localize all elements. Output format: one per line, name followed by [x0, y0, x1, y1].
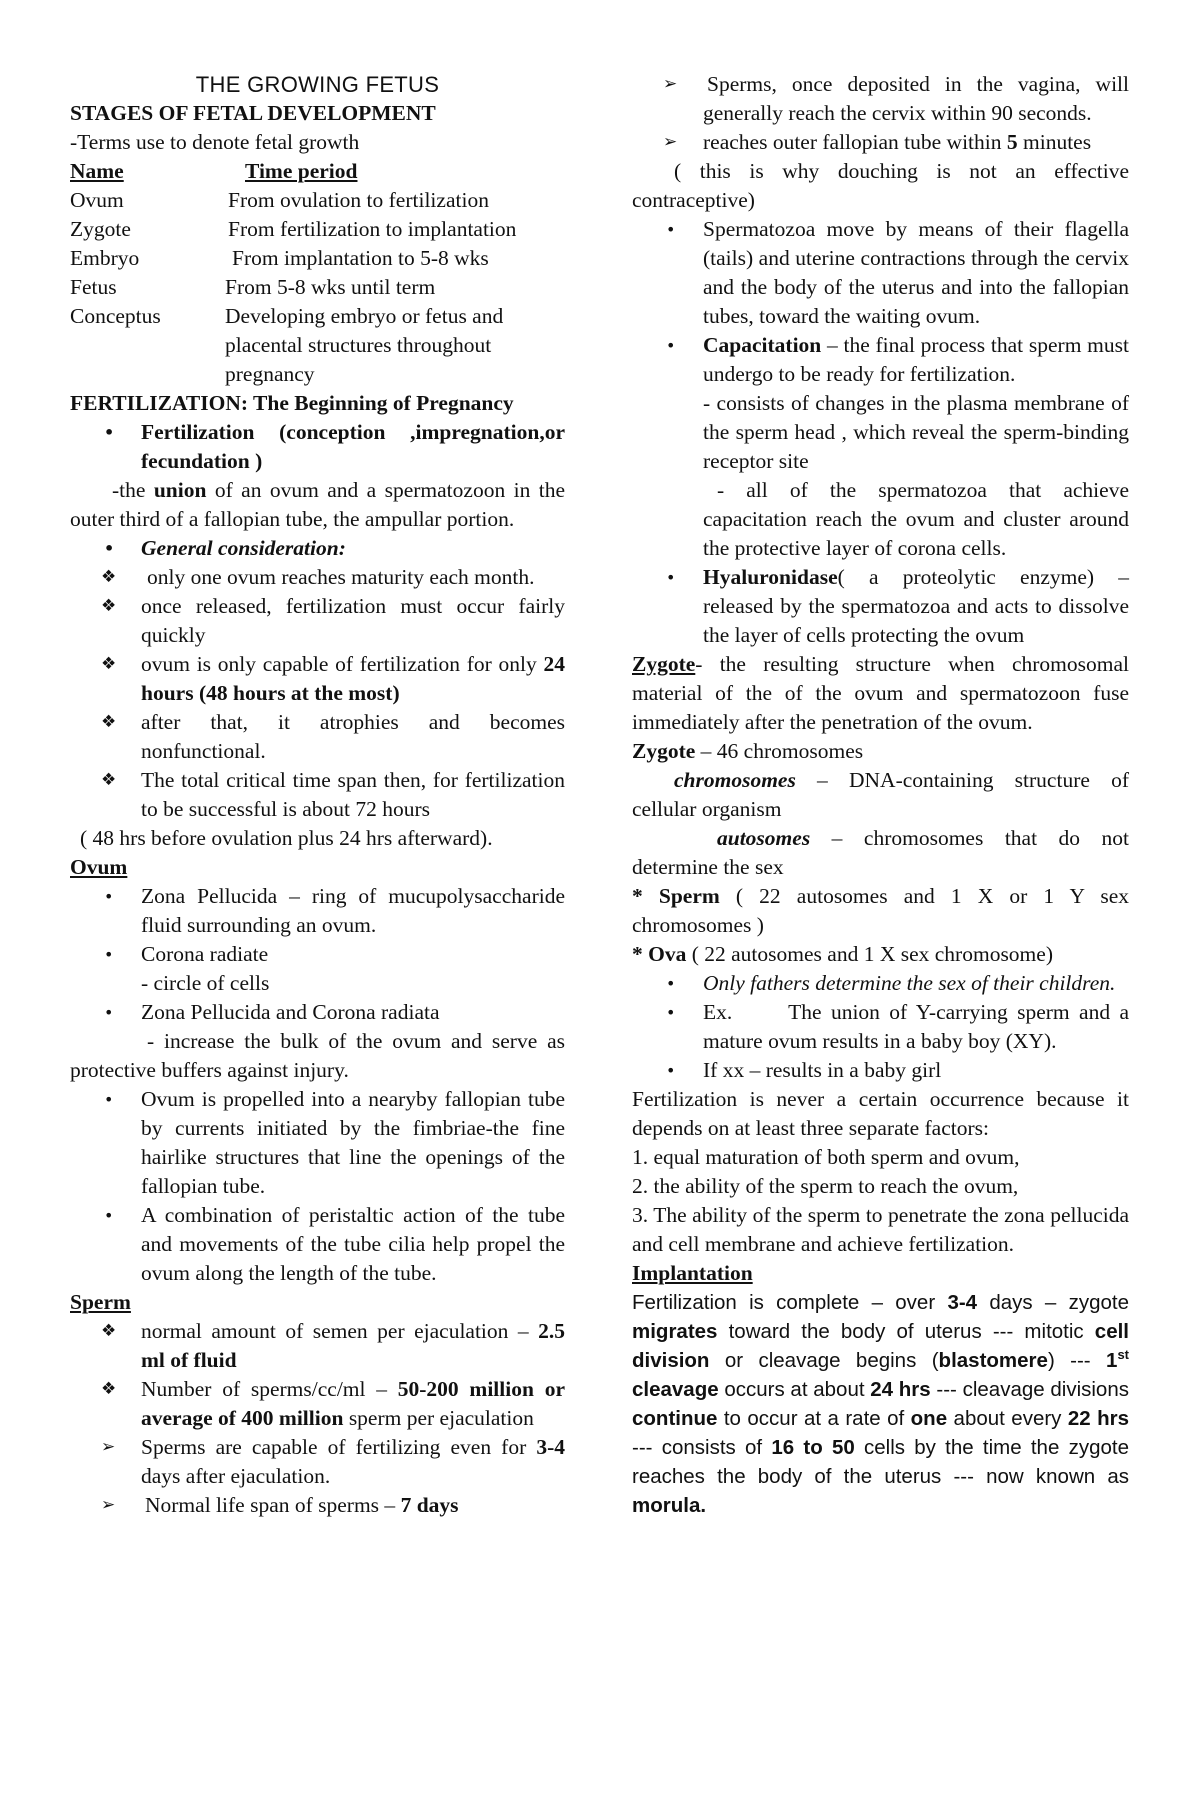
bullet-icon: •: [104, 539, 115, 558]
implantation-paragraph: [632, 1288, 1129, 1520]
list-item: [70, 1491, 565, 1520]
bullet-icon: •: [666, 568, 676, 587]
list-item-text: minutes: [1017, 130, 1092, 154]
table-header: [70, 157, 565, 186]
list-item: [70, 592, 565, 650]
chromosomes-definition: [632, 766, 1129, 824]
bold-span: 2.5 ml of fluid: [141, 1319, 565, 1372]
bold-span: one: [910, 1407, 948, 1430]
list-item-text: The total critical time span then, for fertilization to be successful is about 72 hours: [141, 768, 565, 821]
text-span: Fertilization is complete – over: [632, 1291, 948, 1314]
list-item: [70, 940, 565, 969]
list-item: [70, 650, 565, 708]
list-item: [70, 998, 565, 1027]
text-span: --- cleavage divisions: [930, 1378, 1129, 1401]
table-cell-time: From implantation to 5-8 wks: [232, 246, 489, 270]
table-row: [70, 244, 565, 273]
bullet-icon: •: [666, 1061, 676, 1080]
bullet-icon: •: [104, 887, 114, 906]
text-span: occurs at about: [718, 1378, 871, 1401]
bold-span: continue: [632, 1407, 718, 1430]
bullet-icon: •: [666, 336, 676, 355]
sperm-chromosomes: [632, 882, 1129, 940]
list-item-text: Corona radiate: [141, 942, 269, 966]
table-cell-time: From 5-8 wks until term: [225, 275, 436, 299]
bold-span: 24 hrs: [870, 1378, 931, 1401]
text-span: days – zygote: [977, 1291, 1129, 1314]
table-header-time: Time period: [245, 159, 358, 183]
list-item: [70, 1201, 565, 1288]
list-item: [70, 1085, 565, 1201]
text-span: ( 22 autosomes and 1 X sex chromosome): [686, 942, 1053, 966]
bold-span: 5: [1006, 130, 1018, 154]
table-header-name: Name: [70, 159, 124, 183]
list-item-text: Only fathers determine the sex of their children.: [703, 971, 1116, 995]
table-cell-time: From fertilization to implantation: [228, 217, 517, 241]
table-row: [70, 215, 565, 244]
table-row: [70, 273, 565, 302]
text-span: to occur at a rate of: [717, 1407, 911, 1430]
list-item-text: ( a proteolytic enzyme) – released by the spermatozoa and acts to dissolve the layer of cells protecting the ovum: [703, 565, 1129, 647]
list-item-text: once released, fertilization must occur fairly quickly: [141, 594, 565, 647]
zygote-term: Zygote: [632, 652, 696, 676]
zygote-definition: [632, 650, 1129, 737]
bold-span: cell division: [632, 1320, 1129, 1372]
list-item: [632, 215, 1129, 331]
table-cell-time: Developing embryo or fetus and placental structures throughout pregnancy: [225, 304, 504, 386]
stages-heading: STAGES OF FETAL DEVELOPMENT: [70, 101, 436, 125]
superscript: st: [1117, 1347, 1129, 1363]
bullet-icon: •: [666, 974, 676, 993]
list-item-text: Number of sperms/cc/ml –: [141, 1377, 398, 1401]
bold-span: autosomes: [717, 826, 811, 850]
text-span: – chromosomes that do not determine the sex: [632, 826, 1129, 879]
bullet-icon: •: [666, 1003, 676, 1022]
arrow-bullet-icon: ➢: [663, 74, 678, 94]
text-span: toward the body of uterus --- mitotic: [717, 1320, 1095, 1343]
text-span: of an ovum and a spermatozoon in the outer third of a fallopian tube, the ampullar portion.: [70, 478, 565, 531]
douching-note: ( this is why douching is not an effective contraceptive): [632, 159, 1129, 212]
table-cell-name: Zygote: [70, 217, 131, 241]
bullet-icon: •: [104, 1003, 114, 1022]
text-span: about every: [947, 1407, 1068, 1430]
union-paragraph: [70, 476, 565, 534]
list-item: [632, 998, 1135, 1056]
table-cell-time: From ovulation to fertilization: [228, 188, 489, 212]
text-span: ) ---: [1047, 1349, 1107, 1372]
diamond-bullet-icon: ❖: [101, 654, 117, 674]
list-item-text: days after ejaculation.: [141, 1464, 331, 1488]
list-item: [70, 563, 565, 592]
bullet-icon: •: [666, 220, 676, 239]
capacitation-sub-2: - all of the spermatozoa that achieve capacitation reach the ovum and cluster around the protective layer of corona cells.: [703, 478, 1129, 560]
bullet-icon: •: [104, 1206, 114, 1225]
factor-item: 3. The ability of the sperm to penetrate the zona pellucida and cell membrane and achieve fertilization.: [632, 1203, 1129, 1256]
fertilization-heading: FERTILIZATION: The Beginning of Pregnancy: [70, 391, 514, 415]
list-item-text: – the final process that sperm must undergo to be ready for fertilization.: [703, 333, 1129, 386]
factor-item: 2. the ability of the sperm to reach the ovum,: [632, 1174, 1019, 1198]
list-item: [70, 1433, 565, 1491]
page-title: THE GROWING FETUS: [195, 72, 440, 97]
general-note: ( 48 hrs before ovulation plus 24 hrs afterward).: [80, 826, 493, 850]
factor-item: 1. equal maturation of both sperm and ovum,: [632, 1145, 1020, 1169]
ovum-heading: Ovum: [70, 855, 128, 879]
terms-intro: -Terms use to denote fetal growth: [70, 130, 360, 154]
bullet-icon: •: [104, 1090, 114, 1109]
table-cell-name: Fetus: [70, 275, 117, 299]
bold-span: union: [153, 478, 207, 502]
sperm-heading: Sperm: [70, 1290, 131, 1314]
bold-span: blastomere: [938, 1349, 1048, 1372]
list-item-text: Ovum is propelled into a nearyby fallopian tube by currents initiated by the fimbriae-the fine hairlike structures that line the openings of the fallopian tube.: [141, 1087, 565, 1198]
bold-span: Capacitation: [703, 333, 822, 357]
diamond-bullet-icon: ❖: [101, 1379, 117, 1399]
bold-span: cleavage: [632, 1378, 719, 1401]
list-item: [632, 563, 1129, 650]
text-span: or cleavage begins (: [709, 1349, 939, 1372]
bold-span: Zygote: [632, 739, 696, 763]
corona-sub: - circle of cells: [141, 971, 270, 995]
list-item-text: Zona Pellucida – ring of mucupolysaccharide fluid surrounding an ovum.: [141, 884, 565, 937]
bold-span: * Ova: [632, 942, 687, 966]
bold-span: 3-4: [947, 1291, 978, 1314]
list-item-text: reaches outer fallopian tube within: [703, 130, 1007, 154]
list-item: [70, 708, 565, 766]
list-item: [70, 1317, 565, 1375]
table-cell-name: Conceptus: [70, 304, 161, 328]
bold-span: morula.: [632, 1494, 707, 1517]
list-item-text: A combination of peristaltic action of the tube and movements of the tube cilia help propel the ovum along the length of the tube.: [141, 1203, 565, 1285]
list-item: [70, 766, 565, 824]
bold-span: 3-4: [536, 1435, 565, 1459]
text-span: --- consists of: [632, 1436, 772, 1459]
bullet-icon: •: [104, 423, 115, 442]
diamond-bullet-icon: ❖: [101, 567, 117, 587]
list-item-text: Zona Pellucida and Corona radiata: [141, 1000, 440, 1024]
list-item-text: normal amount of semen per ejaculation –: [141, 1319, 539, 1343]
list-item-text: sperm per ejaculation: [343, 1406, 534, 1430]
zygote-chromosomes: [632, 737, 1129, 766]
arrow-bullet-icon: ➢: [101, 1495, 116, 1515]
bold-span: migrates: [632, 1320, 718, 1343]
list-item: [632, 969, 1129, 998]
diamond-bullet-icon: ❖: [101, 596, 117, 616]
list-item: [70, 534, 565, 563]
list-item: [70, 882, 565, 940]
text-span: - the resulting structure when chromosomal material of the of the ovum and spermatozoon fuse immediately after the penetration of the ovum.: [632, 652, 1129, 734]
table-row: [70, 186, 565, 215]
list-item: [70, 418, 565, 476]
diamond-bullet-icon: ❖: [101, 712, 117, 732]
bold-span: 22 hrs: [1067, 1407, 1130, 1430]
fertilization-term: Fertilization (conception ,impregnation,or fecundation ): [141, 420, 565, 473]
table-cell-name: Ovum: [70, 188, 124, 212]
general-consideration-heading: General consideration:: [141, 536, 346, 560]
list-item-text: If xx – results in a baby girl: [703, 1058, 942, 1082]
right-column: [632, 70, 1135, 1520]
bold-span: 50-200 million or average of 400 million: [141, 1377, 565, 1430]
zona-corona-sub: - increase the bulk of the ovum and serve as protective buffers against injury.: [70, 1029, 565, 1082]
text-span: – DNA-containing structure of cellular organism: [632, 768, 1129, 821]
diamond-bullet-icon: ❖: [101, 770, 117, 790]
table-row: [70, 302, 565, 389]
never-certain-paragraph: Fertilization is never a certain occurrence because it depends on at least three separate factors:: [632, 1087, 1129, 1140]
list-item: [632, 70, 1129, 128]
text-span: – 46 chromosomes: [695, 739, 864, 763]
list-item-text: only one ovum reaches maturity each month.: [147, 565, 535, 589]
text-span: cells by the time the zygote reaches the body of the uterus --- now known as: [632, 1436, 1129, 1488]
bold-span: 1: [1106, 1349, 1118, 1372]
arrow-bullet-icon: ➢: [101, 1437, 116, 1457]
text-span: ( 22 autosomes and 1 X or 1 Y sex chromosomes ): [632, 884, 1129, 937]
list-item-text: Sperms are capable of fertilizing even for: [141, 1435, 537, 1459]
capacitation-sub-1: - consists of changes in the plasma membrane of the sperm head , which reveal the sperm-binding receptor site: [703, 391, 1129, 473]
bullet-icon: •: [104, 945, 114, 964]
list-item-text: ovum is only capable of fertilization for only: [141, 652, 544, 676]
list-item-text: Normal life span of sperms –: [145, 1493, 401, 1517]
arrow-bullet-icon: ➢: [663, 132, 678, 152]
list-item-text: Spermatozoa move by means of their flagella (tails) and uterine contractions through the cervix and the body of the uterus and into the fallopian tubes, toward the waiting ovum.: [703, 217, 1129, 328]
bold-span: Hyaluronidase: [703, 565, 838, 589]
list-item: [70, 1375, 565, 1433]
left-column: [70, 70, 565, 1520]
diamond-bullet-icon: ❖: [101, 1321, 117, 1341]
list-item: [632, 331, 1129, 389]
bold-span: 16 to 50: [771, 1436, 855, 1459]
implantation-heading: Implantation: [632, 1261, 753, 1285]
bold-span: 7 days: [400, 1493, 459, 1517]
text-span: -the: [112, 478, 154, 502]
autosomes-definition: [632, 824, 1129, 882]
list-item-text: Sperms, once deposited in the vagina, will generally reach the cervix within 90 seconds.: [703, 72, 1129, 125]
list-item-text: Ex. The union of Y-carrying sperm and a mature ovum results in a baby boy (XY).: [703, 1000, 1135, 1053]
list-item-text: after that, it atrophies and becomes nonfunctional.: [141, 710, 565, 763]
bold-span: * Sperm: [632, 884, 720, 908]
bold-span: chromosomes: [674, 768, 796, 792]
bold-span: 24 hours (48 hours at the most): [141, 652, 565, 705]
ova-chromosomes: [632, 940, 1129, 969]
list-item: [632, 128, 1129, 157]
list-item: [632, 1056, 1129, 1085]
table-cell-name: Embryo: [70, 246, 140, 270]
